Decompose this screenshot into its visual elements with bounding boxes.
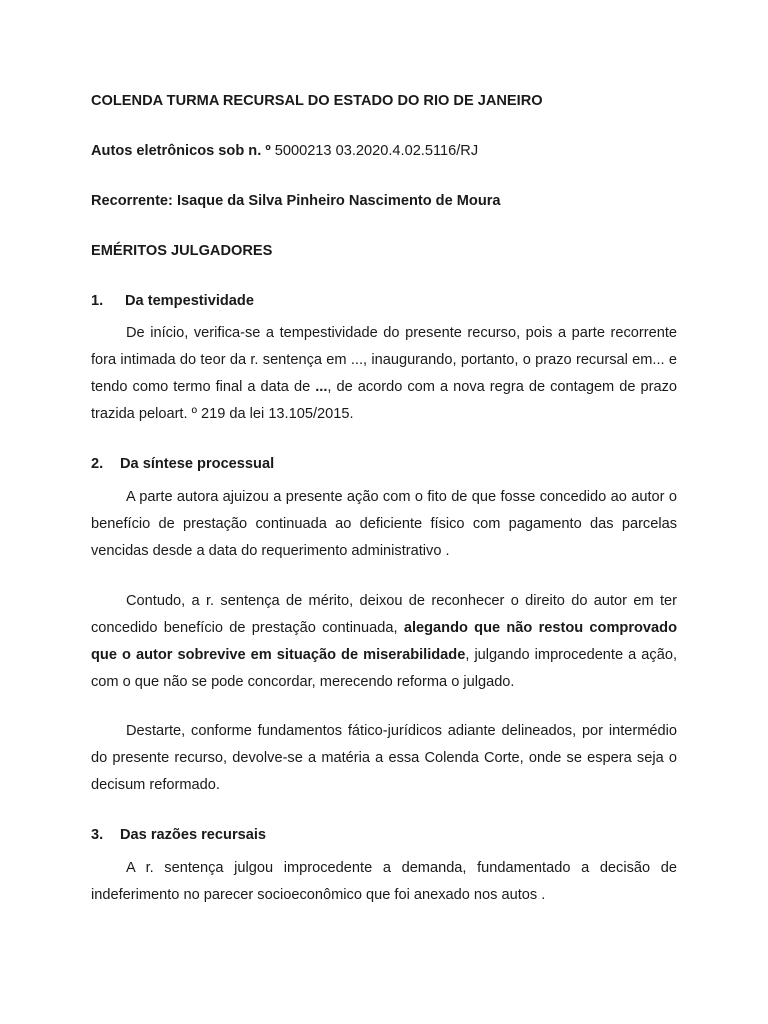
paragraph-sintese-2: Contudo, a r. sentença de mérito, deixou de reconhecer o direito do autor em ter concedido benefício de prestação continuada, alegando que não restou comprovado que o autor sobrevive em situação de miserabilidade, julgando improcedente a ação, com o que não se pode concordar, merecendo reforma o julgado. — [91, 593, 678, 690]
section-heading-3 — [91, 825, 677, 845]
appellant-line: Recorrente: Isaque da Silva Pinheiro Nascimento de Moura — [91, 193, 501, 209]
section-number: 1. — [91, 293, 104, 309]
case-number-line — [91, 141, 677, 161]
paragraph-sintese-1: A parte autora ajuizou a presente ação com o fito de que fosse concedido ao autor o benefício de prestação continuada ao deficiente físico com pagamento das parcelas vencidas desde a data do requerimento administrativo . — [91, 489, 677, 559]
paragraph-sintese-3: Destarte, conforme fundamentos fático-jurídicos adiante delineados, por intermédio do presente recurso, devolve-se a matéria a essa Colenda Corte, onde se espera seja o decisum reformado. — [91, 723, 677, 793]
case-number-value: 5000213 03.2020.4.02.5116/RJ — [270, 143, 479, 159]
salutation: EMÉRITOS JULGADORES — [91, 243, 273, 259]
section-heading-2 — [91, 454, 677, 474]
section-title: Das razões recursais — [120, 827, 267, 843]
section-number: 3. — [91, 827, 104, 843]
case-number-label: Autos eletrônicos sob n. º — [91, 143, 271, 159]
section-number: 2. — [91, 456, 104, 472]
paragraph-tempestividade: De início, verifica-se a tempestividade do presente recurso, pois a parte recorrente fora intimada do teor da r. sentença em ..., inaugurando, portanto, o prazo recursal em... e tendo como termo final a data de ..., de acordo com a nova regra de contagem de prazo trazida peloart. º 219 da lei 13.105/2015. — [91, 325, 678, 422]
court-heading: COLENDA TURMA RECURSAL DO ESTADO DO RIO DE JANEIRO — [91, 93, 543, 109]
section-title: Da tempestividade — [125, 293, 254, 309]
paragraph-razoes-1: A r. sentença julgou improcedente a demanda, fundamentado a decisão de indeferimento no parecer socioeconômico que foi anexado nos autos . — [91, 860, 677, 903]
section-title: Da síntese processual — [120, 456, 275, 472]
section-heading-1 — [91, 291, 677, 311]
